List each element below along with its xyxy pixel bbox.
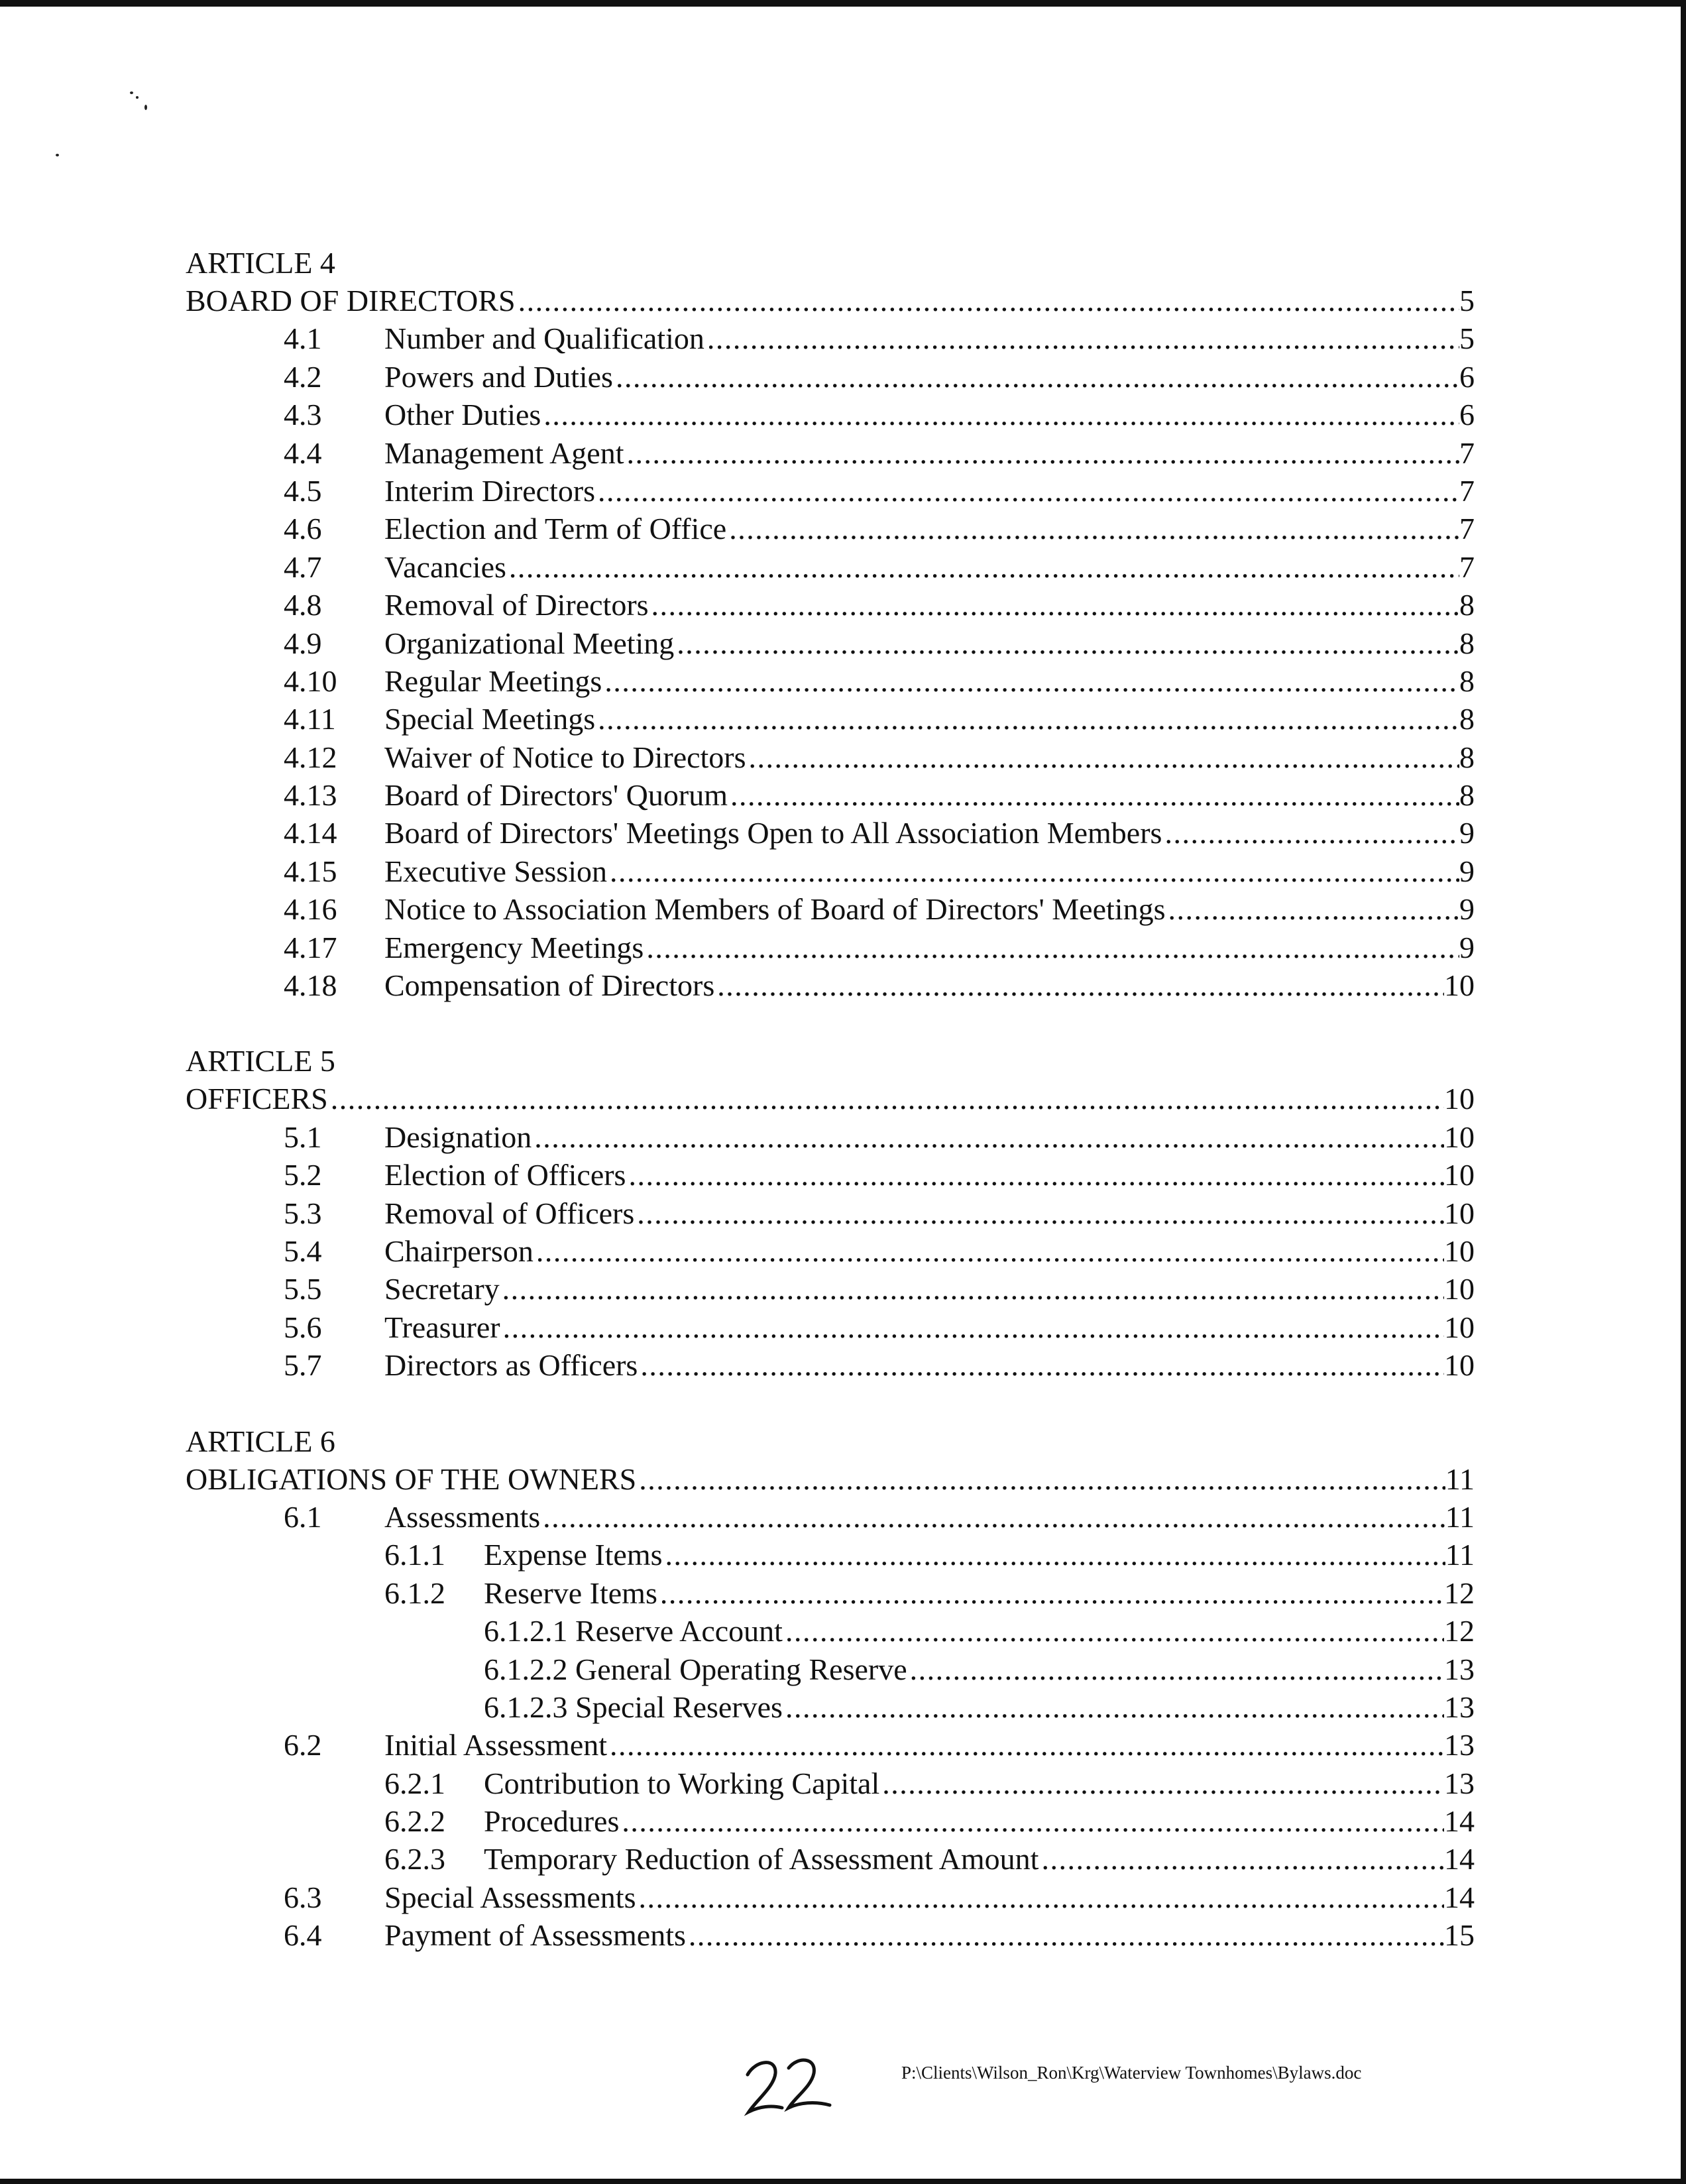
scan-speck [130, 91, 133, 94]
section-title: Special Meetings [384, 702, 596, 736]
page-number: 10 [1444, 1196, 1475, 1230]
section-title: Board of Directors' Meetings Open to All Association Members [384, 816, 1162, 850]
section-number: 4.11 [284, 702, 336, 736]
page-number: 5 [1459, 321, 1475, 356]
page-number: 10 [1444, 1082, 1475, 1116]
page-number: 10 [1444, 1310, 1475, 1344]
section-number: 6.1 [284, 1499, 322, 1534]
dot-leader [707, 319, 1459, 357]
dot-leader [785, 1688, 1444, 1726]
article-heading [186, 1080, 1475, 1118]
toc-entry [186, 358, 1475, 396]
dot-leader [1041, 1840, 1444, 1878]
dot-leader [331, 1080, 1444, 1118]
dot-leader [610, 1726, 1444, 1764]
dot-leader [910, 1650, 1444, 1688]
section-title: 6.1.2.2 General Operating Reserve [484, 1652, 907, 1686]
dot-leader [610, 852, 1459, 890]
page-number: 10 [1444, 1272, 1475, 1306]
dot-leader [640, 1346, 1444, 1384]
toc-entry [186, 510, 1475, 547]
dot-leader [604, 662, 1459, 700]
toc-entry [186, 929, 1475, 966]
section-title: Secretary [384, 1272, 500, 1306]
toc-entry [186, 1916, 1475, 1954]
dot-leader [543, 1498, 1445, 1536]
section-title: Temporary Reduction of Assessment Amount [484, 1842, 1039, 1876]
scan-speck [136, 96, 139, 99]
scan-edge-bottom [0, 2179, 1686, 2184]
toc-subsubentry [186, 1688, 1475, 1726]
article-heading [186, 1460, 1475, 1498]
dot-leader [749, 738, 1459, 776]
section-number: 4.6 [284, 512, 322, 546]
heading-title: OFFICERS [186, 1082, 328, 1116]
toc-entry [186, 1118, 1475, 1156]
dot-leader [503, 1308, 1444, 1346]
dot-leader [689, 1916, 1444, 1954]
section-number: 6.4 [284, 1918, 322, 1953]
section-title: 6.1.2.1 Reserve Account [484, 1614, 783, 1648]
toc-entry [186, 1498, 1475, 1536]
toc-entry [186, 319, 1475, 357]
dot-leader [729, 510, 1459, 547]
section-spacer [186, 1004, 1475, 1042]
section-title: Initial Assessment [384, 1728, 608, 1762]
page-number: 10 [1444, 1158, 1475, 1192]
toc-entry [186, 1346, 1475, 1384]
dot-leader [665, 1536, 1445, 1574]
toc-entry [186, 1270, 1475, 1308]
toc-entry [186, 662, 1475, 700]
section-title: Board of Directors' Quorum [384, 778, 728, 813]
section-spacer [186, 1385, 1475, 1422]
toc-entry [186, 434, 1475, 472]
table-of-contents [186, 244, 1475, 1955]
section-number: 6.2.1 [384, 1766, 445, 1800]
article-heading [186, 282, 1475, 319]
page-number: 13 [1444, 1766, 1475, 1800]
dot-leader [1168, 890, 1459, 928]
toc-entry [186, 852, 1475, 890]
dot-leader [651, 586, 1459, 624]
toc-entry [186, 890, 1475, 928]
dot-leader [536, 1232, 1444, 1270]
toc-subsubentry [186, 1612, 1475, 1650]
page-number: 8 [1459, 663, 1475, 698]
dot-leader [637, 1194, 1444, 1232]
page-number: 9 [1459, 930, 1475, 964]
dot-leader [882, 1764, 1444, 1802]
section-number: 6.1.1 [384, 1538, 445, 1572]
toc-subentry [186, 1536, 1475, 1574]
article-label: ARTICLE 6 [186, 1424, 335, 1458]
toc-entry [186, 1726, 1475, 1764]
article-label: ARTICLE 5 [186, 1044, 335, 1078]
section-title: Notice to Association Members of Board of Directors' Meetings [384, 892, 1166, 927]
section-number: 5.1 [284, 1120, 322, 1154]
section-number: 5.3 [284, 1196, 322, 1230]
section-number: 5.6 [284, 1310, 322, 1344]
toc-entry [186, 396, 1475, 433]
section-title: Removal of Officers [384, 1196, 635, 1230]
page-number: 11 [1445, 1499, 1475, 1534]
dot-leader [660, 1574, 1444, 1612]
page-number: 6 [1459, 398, 1475, 432]
section-title: Vacancies [384, 549, 506, 584]
scan-edge-top [0, 0, 1686, 7]
section-title: Treasurer [384, 1310, 500, 1344]
toc-entry [186, 738, 1475, 776]
footer-file-path: P:\Clients\Wilson_Ron\Krg\Waterview Townhomes\Bylaws.doc [901, 2063, 1362, 2083]
dot-leader [543, 396, 1459, 433]
dot-leader [598, 472, 1459, 510]
toc-entry [186, 966, 1475, 1004]
page-number: 7 [1459, 473, 1475, 508]
toc-subsubentry [186, 1650, 1475, 1688]
page-number: 7 [1459, 435, 1475, 470]
page-number: 10 [1444, 968, 1475, 1003]
toc-entry [186, 700, 1475, 738]
scan-speck [56, 154, 59, 156]
dot-leader [616, 358, 1459, 396]
section-title: Payment of Assessments [384, 1918, 686, 1953]
section-title: 6.1.2.3 Special Reserves [484, 1690, 783, 1724]
toc-subentry [186, 1840, 1475, 1878]
section-title: Waiver of Notice to Directors [384, 740, 746, 774]
section-title: Expense Items [484, 1538, 663, 1572]
page-number: 14 [1444, 1804, 1475, 1839]
section-number: 4.14 [284, 816, 337, 850]
toc-subentry [186, 1574, 1475, 1612]
dot-leader [717, 966, 1444, 1004]
section-number: 6.2.3 [384, 1842, 445, 1876]
toc-entry [186, 586, 1475, 624]
page-number: 8 [1459, 626, 1475, 660]
dot-leader [627, 434, 1459, 472]
section-title: Number and Qualification [384, 321, 704, 356]
toc-entry [186, 1308, 1475, 1346]
page-number: 13 [1444, 1652, 1475, 1686]
section-title: Executive Session [384, 854, 607, 888]
section-title: Compensation of Directors [384, 968, 715, 1003]
dot-leader [730, 776, 1459, 814]
section-number: 5.2 [284, 1158, 322, 1192]
scan-edge-right [1681, 0, 1686, 2184]
section-number: 6.1.2 [384, 1576, 445, 1610]
section-number: 4.4 [284, 435, 322, 470]
section-number: 6.2.2 [384, 1804, 445, 1839]
section-title: Emergency Meetings [384, 930, 644, 964]
section-number: 4.2 [284, 359, 322, 394]
page-number: 13 [1444, 1690, 1475, 1724]
toc-entry [186, 1232, 1475, 1270]
section-number: 6.2 [284, 1728, 322, 1762]
section-title: Assessments [384, 1499, 541, 1534]
section-title: Election and Term of Office [384, 512, 727, 546]
toc-entry [186, 624, 1475, 662]
article-label: ARTICLE 4 [186, 246, 335, 280]
section-title: Election of Officers [384, 1158, 626, 1192]
section-number: 4.12 [284, 740, 337, 774]
section-number: 4.15 [284, 854, 337, 888]
section-title: Procedures [484, 1804, 620, 1839]
dot-leader [598, 700, 1459, 738]
toc-entry [186, 548, 1475, 586]
page-number: 5 [1459, 284, 1475, 317]
dot-leader [622, 1802, 1444, 1840]
section-title: Reserve Items [484, 1576, 657, 1610]
dot-leader [628, 1156, 1444, 1194]
handwritten-page-number [742, 2048, 835, 2121]
section-title: Directors as Officers [384, 1348, 638, 1383]
page-number: 7 [1459, 512, 1475, 546]
dot-leader [646, 929, 1459, 966]
page-number: 8 [1459, 588, 1475, 622]
page-number: 10 [1444, 1120, 1475, 1154]
section-title: Designation [384, 1120, 532, 1154]
dot-leader [502, 1270, 1444, 1308]
toc-entry [186, 472, 1475, 510]
section-number: 5.5 [284, 1272, 322, 1306]
dot-leader [1164, 814, 1459, 852]
page-number: 7 [1459, 549, 1475, 584]
section-number: 4.7 [284, 549, 322, 584]
toc-entry [186, 814, 1475, 852]
page-number: 13 [1444, 1728, 1475, 1762]
section-number: 5.4 [284, 1234, 322, 1268]
toc-subentry [186, 1802, 1475, 1840]
page-number: 9 [1459, 816, 1475, 850]
page-number: 10 [1444, 1234, 1475, 1268]
page-number: 8 [1459, 778, 1475, 813]
page-number: 14 [1444, 1880, 1475, 1914]
page-number: 14 [1444, 1842, 1475, 1876]
page-number: 11 [1445, 1462, 1475, 1496]
page-number: 10 [1444, 1348, 1475, 1383]
section-title: Organizational Meeting [384, 626, 675, 660]
section-title: Management Agent [384, 435, 624, 470]
section-number: 4.16 [284, 892, 337, 927]
toc-entry [186, 1194, 1475, 1232]
page-number: 8 [1459, 740, 1475, 774]
dot-leader [785, 1612, 1444, 1650]
section-title: Contribution to Working Capital [484, 1766, 880, 1800]
section-number: 4.9 [284, 626, 322, 660]
section-title: Special Assessments [384, 1880, 636, 1914]
page-number: 11 [1445, 1538, 1475, 1572]
page-number: 15 [1444, 1918, 1475, 1953]
section-title: Removal of Directors [384, 588, 649, 622]
section-number: 4.1 [284, 321, 322, 356]
section-title: Regular Meetings [384, 663, 602, 698]
dot-leader [677, 624, 1459, 662]
section-number: 5.7 [284, 1348, 322, 1383]
page-number: 6 [1459, 359, 1475, 394]
section-number: 4.13 [284, 778, 337, 813]
page-number: 12 [1444, 1576, 1475, 1610]
section-title: Interim Directors [384, 473, 596, 508]
section-title: Other Duties [384, 398, 541, 432]
section-number: 4.10 [284, 663, 337, 698]
scan-speck [144, 105, 147, 110]
section-number: 4.18 [284, 968, 337, 1003]
toc-subentry [186, 1764, 1475, 1802]
dot-leader [509, 548, 1459, 586]
toc-entry [186, 1156, 1475, 1194]
section-number: 6.3 [284, 1880, 322, 1914]
page-number: 12 [1444, 1614, 1475, 1648]
heading-title: BOARD OF DIRECTORS [186, 284, 516, 317]
toc-entry [186, 1878, 1475, 1916]
page-number: 9 [1459, 854, 1475, 888]
page-number: 9 [1459, 892, 1475, 927]
dot-leader [639, 1460, 1445, 1498]
section-number: 4.17 [284, 930, 337, 964]
dot-leader [638, 1878, 1444, 1916]
dot-leader [518, 282, 1459, 319]
dot-leader [534, 1118, 1444, 1156]
section-number: 4.5 [284, 473, 322, 508]
section-number: 4.8 [284, 588, 322, 622]
page-number: 8 [1459, 702, 1475, 736]
heading-title: OBLIGATIONS OF THE OWNERS [186, 1462, 637, 1496]
toc-entry [186, 776, 1475, 814]
section-title: Powers and Duties [384, 359, 613, 394]
section-number: 4.3 [284, 398, 322, 432]
section-title: Chairperson [384, 1234, 534, 1268]
